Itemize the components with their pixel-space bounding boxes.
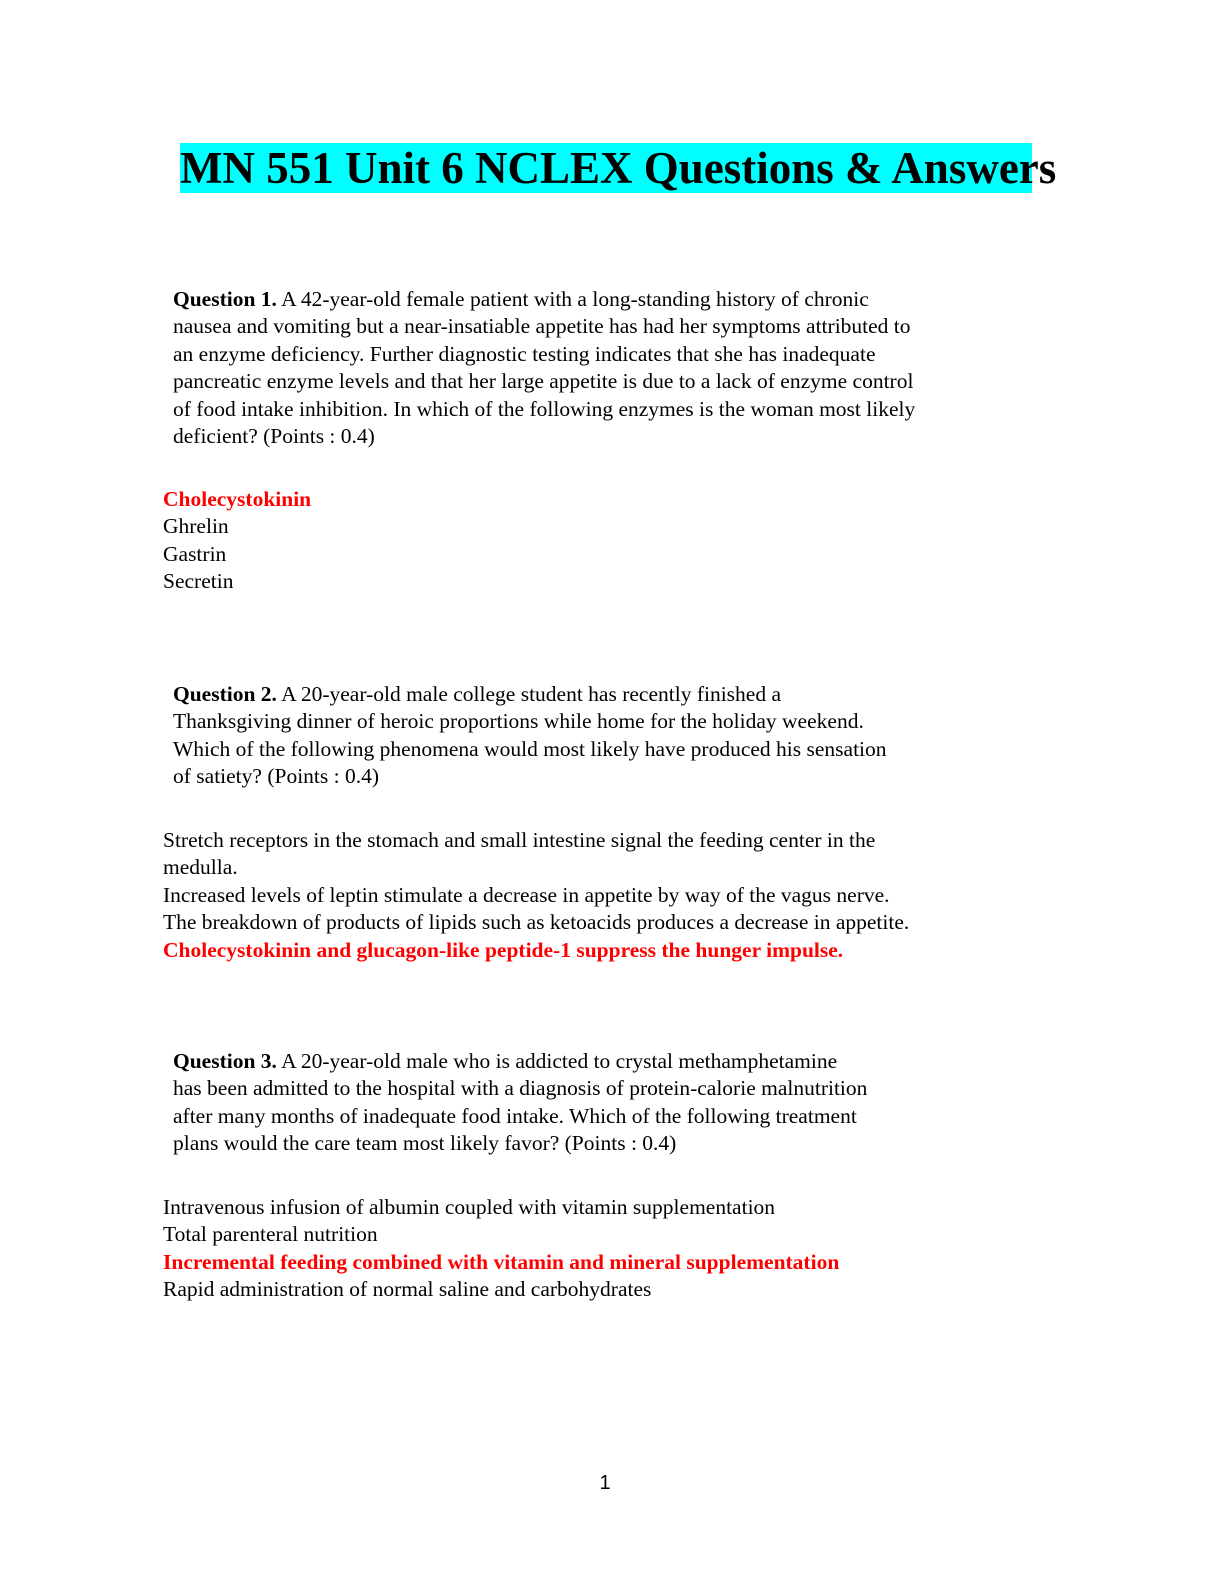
question-3-line-1 <box>173 1048 867 1075</box>
question-2-text: A 20-year-old male college student has recently finished a <box>281 682 782 706</box>
question-1 <box>173 286 915 450</box>
question-2-line-1 <box>173 681 887 708</box>
question-2-text: Which of the following phenomena would most likely have produced his sensation <box>173 736 887 761</box>
question-2-label: Question 2. <box>173 682 277 706</box>
answer-option-correct: Cholecystokinin and glucagon-like peptide-1 suppress the hunger impulse. <box>163 937 844 962</box>
answer-option: The breakdown of products of lipids such as ketoacids produces a decrease in appetite. <box>163 910 910 935</box>
answer-option: Rapid administration of normal saline and carbohydrates <box>163 1277 652 1302</box>
question-1-text: A 42-year-old female patient with a long-standing history of chronic <box>281 287 869 311</box>
answer-option-continuation: medulla. <box>163 855 238 880</box>
question-2 <box>173 681 887 791</box>
question-2-text: of satiety? (Points : 0.4) <box>173 764 380 789</box>
question-1-answer-list <box>163 486 311 596</box>
question-3-text: A 20-year-old male who is addicted to crystal methamphetamine <box>281 1049 838 1073</box>
question-1-text: an enzyme deficiency. Further diagnostic testing indicates that she has inadequate <box>173 341 876 366</box>
answer-option: Total parenteral nutrition <box>163 1222 378 1247</box>
answer-option: Gastrin <box>163 541 227 566</box>
question-3-text: after many months of inadequate food intake. Which of the following treatment <box>173 1103 857 1128</box>
question-3-text: has been admitted to the hospital with a diagnosis of protein-calorie malnutrition <box>173 1076 868 1101</box>
page-number: 1 <box>599 1472 611 1494</box>
question-1-line-1 <box>173 286 915 313</box>
answer-option: Secretin <box>163 569 234 594</box>
question-3-label: Question 3. <box>173 1049 277 1073</box>
answer-option: Stretch receptors in the stomach and small intestine signal the feeding center in the <box>163 828 876 852</box>
question-3-answer-list <box>163 1194 839 1304</box>
answer-option-correct: Cholecystokinin <box>163 487 312 511</box>
question-1-text: nausea and vomiting but a near-insatiable appetite has had her symptoms attributed to <box>173 314 911 339</box>
page-title: MN 551 Unit 6 NCLEX Questions & Answers <box>180 143 1057 193</box>
question-1-label: Question 1. <box>173 287 277 311</box>
question-1-text: pancreatic enzyme levels and that her large appetite is due to a lack of enzyme control <box>173 369 914 394</box>
question-2-text: Thanksgiving dinner of heroic proportions while home for the holiday weekend. <box>173 709 864 734</box>
question-2-answer-list <box>163 827 909 964</box>
answer-option-correct: Incremental feeding combined with vitamin and mineral supplementation <box>163 1249 840 1274</box>
question-3-text: plans would the care team most likely favor? (Points : 0.4) <box>173 1131 677 1156</box>
answer-option: Intravenous infusion of albumin coupled with vitamin supplementation <box>163 1195 776 1219</box>
question-1-text: of food intake inhibition. In which of the following enzymes is the woman most likely <box>173 396 916 421</box>
answer-option: Increased levels of leptin stimulate a decrease in appetite by way of the vagus nerve. <box>163 882 890 907</box>
question-1-text: deficient? (Points : 0.4) <box>173 424 375 449</box>
answer-option: Ghrelin <box>163 514 229 539</box>
question-3 <box>173 1048 867 1158</box>
